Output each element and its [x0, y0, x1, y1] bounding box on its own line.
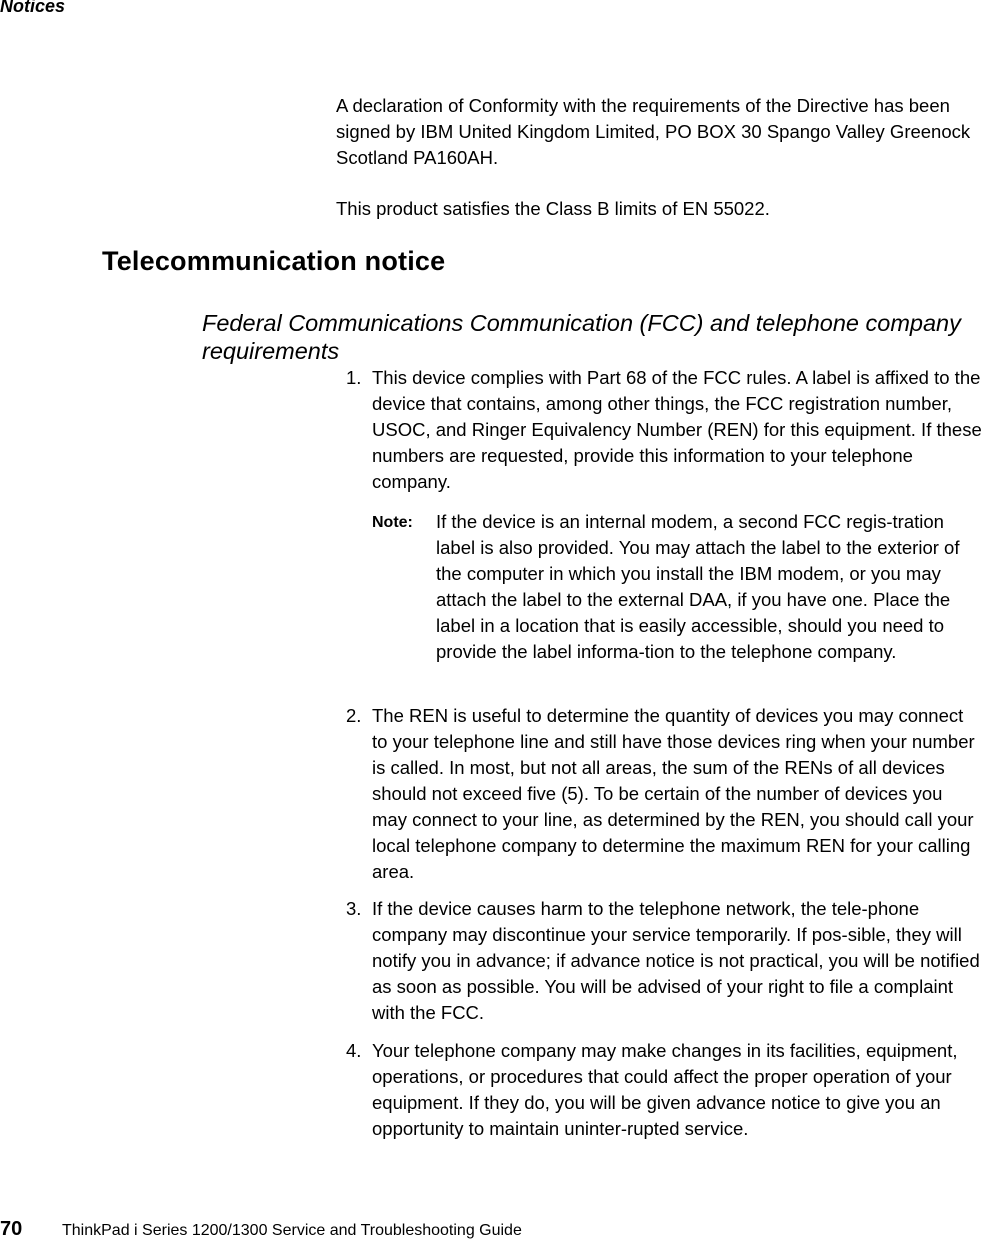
list-item-text: If the device causes harm to the telephone network, the tele-phone company may discontinue your service temporarily. If pos-sible, they will notify you in advance; if advance notice is not practical, you will be notified as soon as possible. You will be advised of your right to file a complaint with the FCC. [372, 898, 980, 1023]
subsection-heading: Federal Communications Communication (FCC) and telephone company requirements [202, 310, 961, 364]
page-number: 70 [0, 1218, 23, 1240]
class-b-paragraph: This product satisfies the Class B limits of EN 55022. [336, 198, 770, 219]
list-item-text: The REN is useful to determine the quantity of devices you may connect to your telephone line and still have those devices ring when your number is called. In most, but not all areas, the sum of the RENs of all devices should not exceed five (5). To be certain of the number of devices you may connect to your line, as determined by the REN, you should call your local telephone company to determine the maximum REN for your calling area. [372, 705, 975, 882]
conformity-paragraph: A declaration of Conformity with the requirements of the Directive has been signed by IBM United Kingdom Limited, PO BOX 30 Spango Valley Greenock Scotland PA160AH. [336, 95, 971, 168]
note-text: If the device is an internal modem, a second FCC regis-tration label is also provided. You may attach the label to the exterior of the computer in which you install the IBM modem, or you may attach the label to the external DAA, if you have one. Place the label in a location that is easily accessible, should you need to provide the label informa-tion to the telephone company. [436, 511, 960, 662]
list-item-number: 1. [346, 367, 362, 388]
list-item-number: 4. [346, 1040, 362, 1061]
list-item-number: 3. [346, 898, 362, 919]
list-item-number: 2. [346, 705, 362, 726]
note-label: Note: [372, 514, 413, 531]
section-heading: Telecommunication notice [102, 246, 446, 276]
running-header: Notices [0, 0, 66, 16]
list-item-text: This device complies with Part 68 of the FCC rules. A label is affixed to the device that contains, among other things, the FCC registration number, USOC, and Ringer Equivalency Number (REN) for this equipment. If these numbers are requested, provide this information to your telephone company. [372, 367, 982, 492]
book-title: ThinkPad i Series 1200/1300 Service and Troubleshooting Guide [62, 1222, 522, 1239]
list-item-text: Your telephone company may make changes in its facilities, equipment, operations, or procedures that could affect the proper operation of your equipment. If they do, you will be given advance notice to give you an opportunity to maintain uninter-rupted service. [372, 1040, 958, 1139]
